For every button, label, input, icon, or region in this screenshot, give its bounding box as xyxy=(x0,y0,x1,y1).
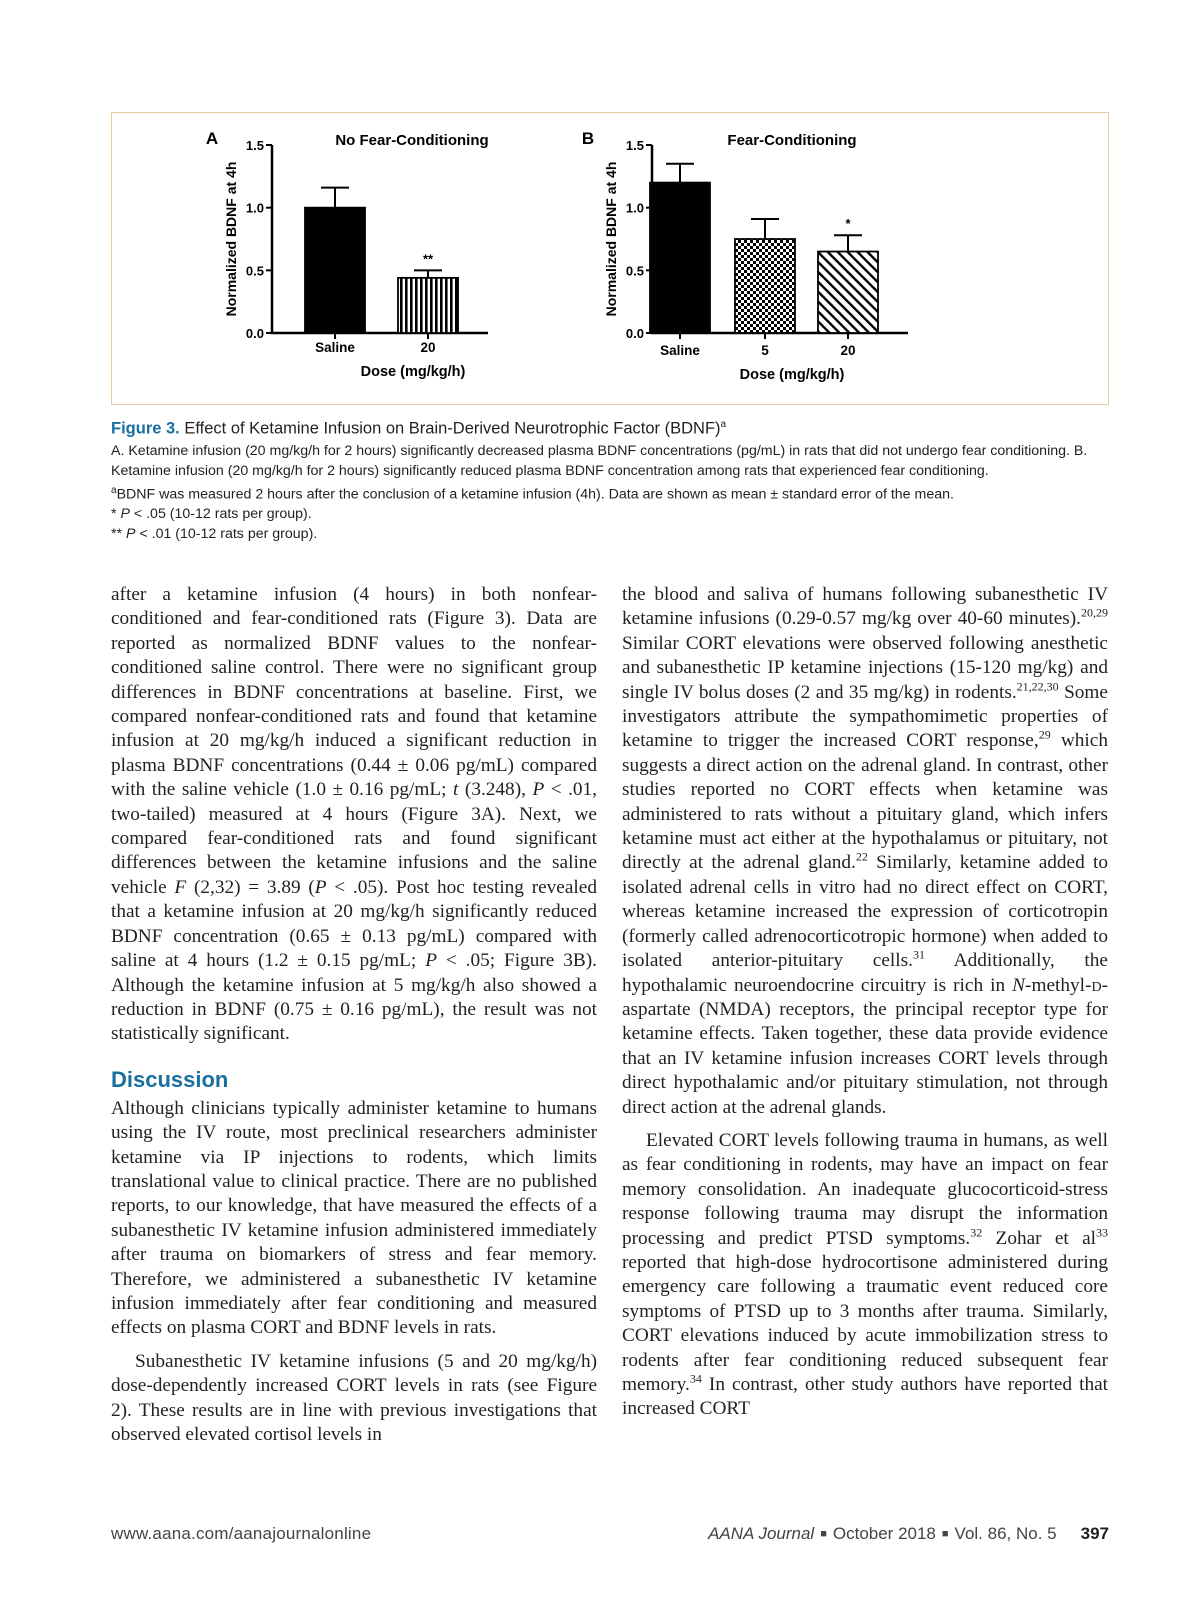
chart-a-bar-1 xyxy=(398,278,458,333)
chart-a-xlabel: Dose (mg/kg/h) xyxy=(360,364,466,380)
chart-b-title: Fear-Conditioning xyxy=(727,132,857,149)
caption-title-row xyxy=(111,414,1111,440)
right-column xyxy=(622,583,1108,1422)
chart-a-bar-0 xyxy=(305,208,365,333)
chart-a-xtick-label-0: Saline xyxy=(315,340,355,355)
volume-number: Vol. 86, No. 5 xyxy=(954,1524,1057,1543)
trauma-paragraph: Elevated CORT levels following trauma in humans, as well as fear conditioning in rodents, may have an impact on fear memory consolidation. An inadequate glucocorticoid-stress response following trauma may disrupt the information processing and predict PTSD symptoms.$^{32}$ Zohar et $al^{33}$ reported that high-dose hydrocortisone administered during emergency care following a traumatic event reduced core symptoms of PTSD up to 3 months after trauma. Similarly, CORT elevations induced by acute immobilization stress to rodents after fear conditioning reduced subsequent fear memory.$^{34}$ In contrast, other study authors have reported that increased CORT xyxy=(622,1129,1108,1420)
chart-a-panel-letter: A xyxy=(205,129,219,148)
chart-b-xtick-label-1: 5 xyxy=(761,343,769,358)
chart-b-ylabel: Normalized BDNF at 4h xyxy=(603,161,619,317)
issue-date: October 2018 xyxy=(832,1524,936,1543)
journal-citation xyxy=(708,1524,1109,1544)
figure-3-charts xyxy=(0,0,1200,420)
caption-title: Effect of Ketamine Infusion on Brain-Derived Neurotrophic Factor (BDNF) xyxy=(184,419,721,438)
journal-url: www.aana.com/aanajournalonline xyxy=(111,1524,372,1543)
results-paragraph: after a ketamine infusion (4 hours) in both nonfear-conditioned and fear-conditioned rats (Figure 3). Data are reported as normalized BDNF values to the nonfear-conditioned saline control. There were no significant group differences in BDNF concentrations at baseline. First, we compared nonfear-conditioned rats and found that ketamine infusion at 20 mg/kg/h induced a significant reduction in plasma BDNF concentrations (0.44 ± 0.06 pg/mL) compared with the saline vehicle (1.0 ± 0.16 pg/mL; t (3.248), P < .01, two-tailed) measured at 4 hours (Figure 3A). Next, we compared fear-conditioned rats and found significant differences between the ketamine infusions and the saline vehicle F (2,32) = 3.89 (P < .05). Post hoc testing revealed that a ketamine infusion at 20 mg/kg/h significantly reduced BDNF concentration (0.65 ± 0.13 pg/mL) compared with saline at 4 hours (1.2 ± 0.15 pg/mL; P < .05; Figure 3B). Although the ketamine infusion at 5 mg/kg/h also showed a reduction in BDNF (0.75 ± 0.16 pg/mL), the result was not statistically significant. xyxy=(111,584,597,1045)
discussion-heading: Discussion xyxy=(111,1066,229,1092)
chart-b-bar-1 xyxy=(735,239,795,333)
caption-footnote xyxy=(111,481,1111,505)
page-footer xyxy=(111,1524,1109,1546)
chart-a-ylabel: Normalized BDNF at 4h xyxy=(223,161,239,317)
chart-b-ytick-label-0: 0.0 xyxy=(625,326,644,341)
discussion-paragraph-1: Although clinicians typically administer ketamine to humans using the IV route, most preclinical researchers administer ketamine via IP injections to rodents, which limits translational value to clinical practice. There are no published reports, to our knowledge, that have measured the effects of a subanesthetic IV ketamine infusion administered immediately after trauma on biomarkers of stress and fear memory. Therefore, we administered a subanesthetic IV ketamine infusion immediately after fear conditioning and measured effects on plasma CORT and BDNF levels in rats. xyxy=(111,1097,597,1339)
footer-separator-2: ■ xyxy=(941,1528,949,1540)
chart-a-ytick-label-0: 0.0 xyxy=(245,326,264,341)
caption-note-text: BDNF was measured 2 hours after the conclusion of a ketamine infusion (4h). Data are shown as mean ± standard error of the mean. xyxy=(116,486,954,503)
chart-b-ytick-label-3: 1.5 xyxy=(625,138,644,153)
footer-separator-1: ■ xyxy=(820,1528,827,1540)
chart-a-xtick-label-1: 20 xyxy=(420,340,436,355)
page-number: 397 xyxy=(1080,1524,1109,1543)
sig2-p: P xyxy=(125,526,136,543)
chart-a-significance-1: ** xyxy=(422,251,434,267)
chart-b-significance-2: * xyxy=(845,216,851,232)
chart-b-xlabel: Dose (mg/kg/h) xyxy=(739,367,845,383)
sig1-p: P xyxy=(120,506,130,523)
caption-significance-01 xyxy=(111,524,1111,544)
chart-b-panel-letter: B xyxy=(581,129,595,148)
chart-b-xtick-label-0: Saline xyxy=(660,343,700,358)
sig2-rest: < .01 (10-12 rats per group). xyxy=(135,526,318,543)
journal-name: AANA Journal xyxy=(708,1524,815,1543)
chart-b-ytick-label-2: 1.0 xyxy=(625,200,644,216)
sig1-rest: < .05 (10-12 rats per group). xyxy=(129,506,312,523)
sig2-mark: ** xyxy=(111,526,126,543)
chart-a-ytick-label-2: 1.0 xyxy=(245,200,264,216)
chart-b-xtick-label-2: 20 xyxy=(840,343,856,358)
caption-significance-05 xyxy=(111,504,1111,524)
chart-a-title: No Fear-Conditioning xyxy=(335,132,489,149)
sig1-mark: * xyxy=(111,506,121,523)
chart-b-bar-0 xyxy=(650,183,710,333)
caption-label: Figure 3. xyxy=(111,419,180,438)
chart-b-bar-2 xyxy=(818,252,878,333)
chart-a-ytick-label-1: 0.5 xyxy=(245,263,264,279)
chart-a-ytick-label-3: 1.5 xyxy=(245,138,264,153)
caption-panel-description: A. Ketamine infusion (20 mg/kg/h for 2 hours) significantly decreased plasma BDNF concentrations (pg/mL) in rats that did not undergo fear conditioning. B. Ketamine infusion (20 mg/kg/h for 2 hours) significantly reduced plasma BDNF concentration among rats that experienced fear conditioning. xyxy=(111,442,1088,479)
chart-b-ytick-label-1: 0.5 xyxy=(625,263,644,279)
figure-caption xyxy=(111,414,1111,544)
caption-title-sup: a xyxy=(720,419,727,430)
left-column xyxy=(111,583,597,1447)
discussion-paragraph-2: Subanesthetic IV ketamine infusions (5 and 20 mg/kg/h) dose-dependently increased CORT levels in rats (see Figure 2). These results are in line with previous investigations that observed elevated cortisol levels in xyxy=(111,1350,597,1445)
caption-note-sup: a xyxy=(111,484,117,496)
cort-paragraph: the blood and saliva of humans following subanesthetic IV ketamine infusions (0.29-0.57 mg/kg over 40-60 minutes).$^{20,29}$ Similar CORT elevations were observed following anesthetic and subanesthetic IP ketamine injections (15-120 mg/kg) and single IV bolus doses (2 and 35 mg/kg) in rodents.$^{21,22,30}$ Some investigators attribute the sympathomimetic properties of ketamine to trigger the increased CORT response,$^{29}$ which suggests a direct action on the adrenal gland. In contrast, other studies reported no CORT effects when ketamine was administered to rats without a pituitary gland, which infers ketamine must act either at the hypothalamus or pituitary, not directly at the adrenal gland.$^{22}$ Similarly, ketamine added to isolated adrenal cells in vitro had no direct effect on CORT, whereas ketamine increased the expression of corticotropin (formerly called adrenocorticotropic hormone) when added to isolated anterior-pituitary cells.$^{31}$ Additionally, the hypothalamic neuroendocrine circuitry is rich in N-methyl-d-aspartate (NMDA) receptors, the principal receptor type for ketamine effects. Taken together, these data provide evidence that an IV ketamine infusion increases CORT levels through direct hypothalamic and/or pituitary stimulation, not through direct action at the adrenal glands. xyxy=(622,584,1108,1118)
